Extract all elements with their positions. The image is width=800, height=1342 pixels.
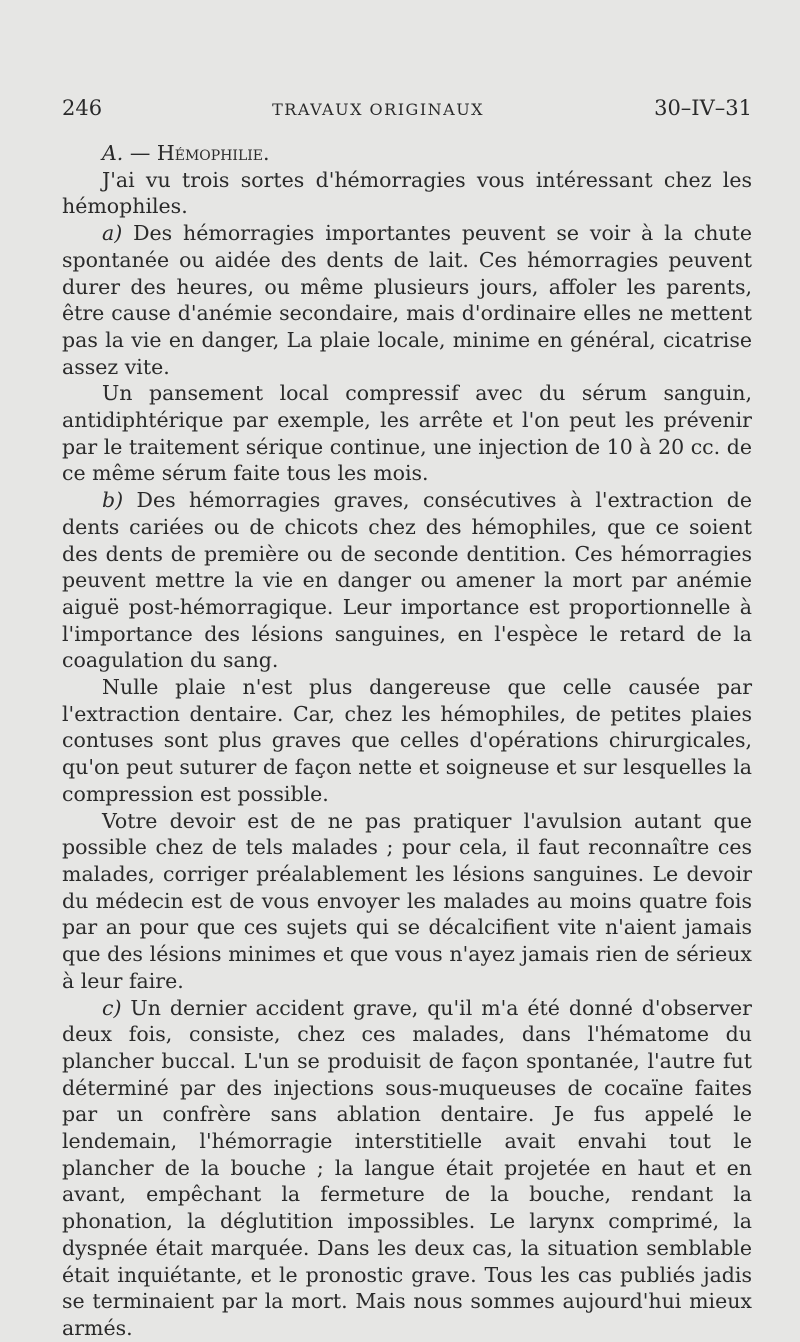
paragraph: Nulle plaie n'est plus dangereuse que celle causée par l'extraction dentaire. Car, chez les hémophiles, de petites plaies contuses sont plus graves que celles d'opérations chirurgicales, qu'on peut suturer de façon nette et soigneuse et sur lesquelles la compression est possible. bbox=[62, 675, 752, 806]
section-heading bbox=[62, 140, 752, 167]
item-label: b) bbox=[102, 488, 124, 513]
paragraph: b) Des hémorragies graves, consécutives à l'extraction de dents cariées ou de chicots chez des hémophiles, que ce soient des dents de première ou de seconde dentition. Ces hémorragies peuvent mettre la vie en danger ou amener la mort par anémie aiguë post-hémorragique. Leur importance est proportionnelle à l'importance des lésions sanguines, en l'espèce le retard de la coagulation du sang. bbox=[62, 488, 752, 673]
paragraph: Un pansement local compressif avec du sérum sanguin, antidiphtérique par exemple, les arrête et l'on peut les prévenir par le traitement sérique continue, une injection de 10 à 20 cc. de ce même sérum faite tous les mois. bbox=[62, 381, 752, 486]
article-body bbox=[62, 140, 752, 1342]
running-header bbox=[62, 96, 752, 120]
item-label: a) bbox=[102, 221, 123, 246]
paragraph: J'ai vu trois sortes d'hémorragies vous intéressant chez les hémophiles. bbox=[62, 167, 752, 219]
paragraph: a) Des hémorragies importantes peuvent se voir à la chute spontanée ou aidée des dents de lait. Ces hémorragies peuvent durer des heures, ou même plusieurs jours, affoler les parents, être cause d'anémie secondaire, mais d'ordinaire elles ne mettent pas la vie en danger, La plaie locale, minime en général, cicatrise assez vite. bbox=[62, 221, 752, 379]
running-title: TRAVAUX ORIGINAUX bbox=[272, 100, 485, 119]
paragraph: Votre devoir est de ne pas pratiquer l'avulsion autant que possible chez de tels malades ; pour cela, il faut reconnaître ces malades, corriger préalablement les lésions sanguines. Le devoir du médecin est de vous envoyer les malades au moins quatre fois par an pour que ces sujets qui se décalcifient vite n'aient jamais que des lésions minimes et que vous n'ayez jamais rien de sérieux à leur faire. bbox=[62, 808, 752, 993]
header-date: 30–IV–31 bbox=[654, 96, 752, 120]
section-title: — Hémophilie. bbox=[129, 141, 270, 165]
item-label: c) bbox=[102, 995, 122, 1020]
section-letter: A. bbox=[102, 141, 124, 165]
page-number: 246 bbox=[62, 96, 103, 120]
paragraph: c) Un dernier accident grave, qu'il m'a été donné d'observer deux fois, consiste, chez ces malades, dans l'hématome du plancher buccal. L'un se produisit de façon spontanée, l'autre fut déterminé par des injections sous-muqueuses de cocaïne faites par un confrère sans ablation dentaire. Je fus appelé le lendemain, l'hémorragie interstitielle avait envahi tout le plancher de la bouche ; la langue était projetée en haut et en avant, empêchant la fermeture de la bouche, rendant la phonation, la déglutition impossibles. Le larynx comprimé, la dyspnée était marquée. Dans les deux cas, la situation semblable était inquiétante, et le pronostic grave. Tous les cas publiés jadis se terminaient par la mort. Mais nous sommes aujourd'hui mieux armés. bbox=[62, 995, 752, 1340]
